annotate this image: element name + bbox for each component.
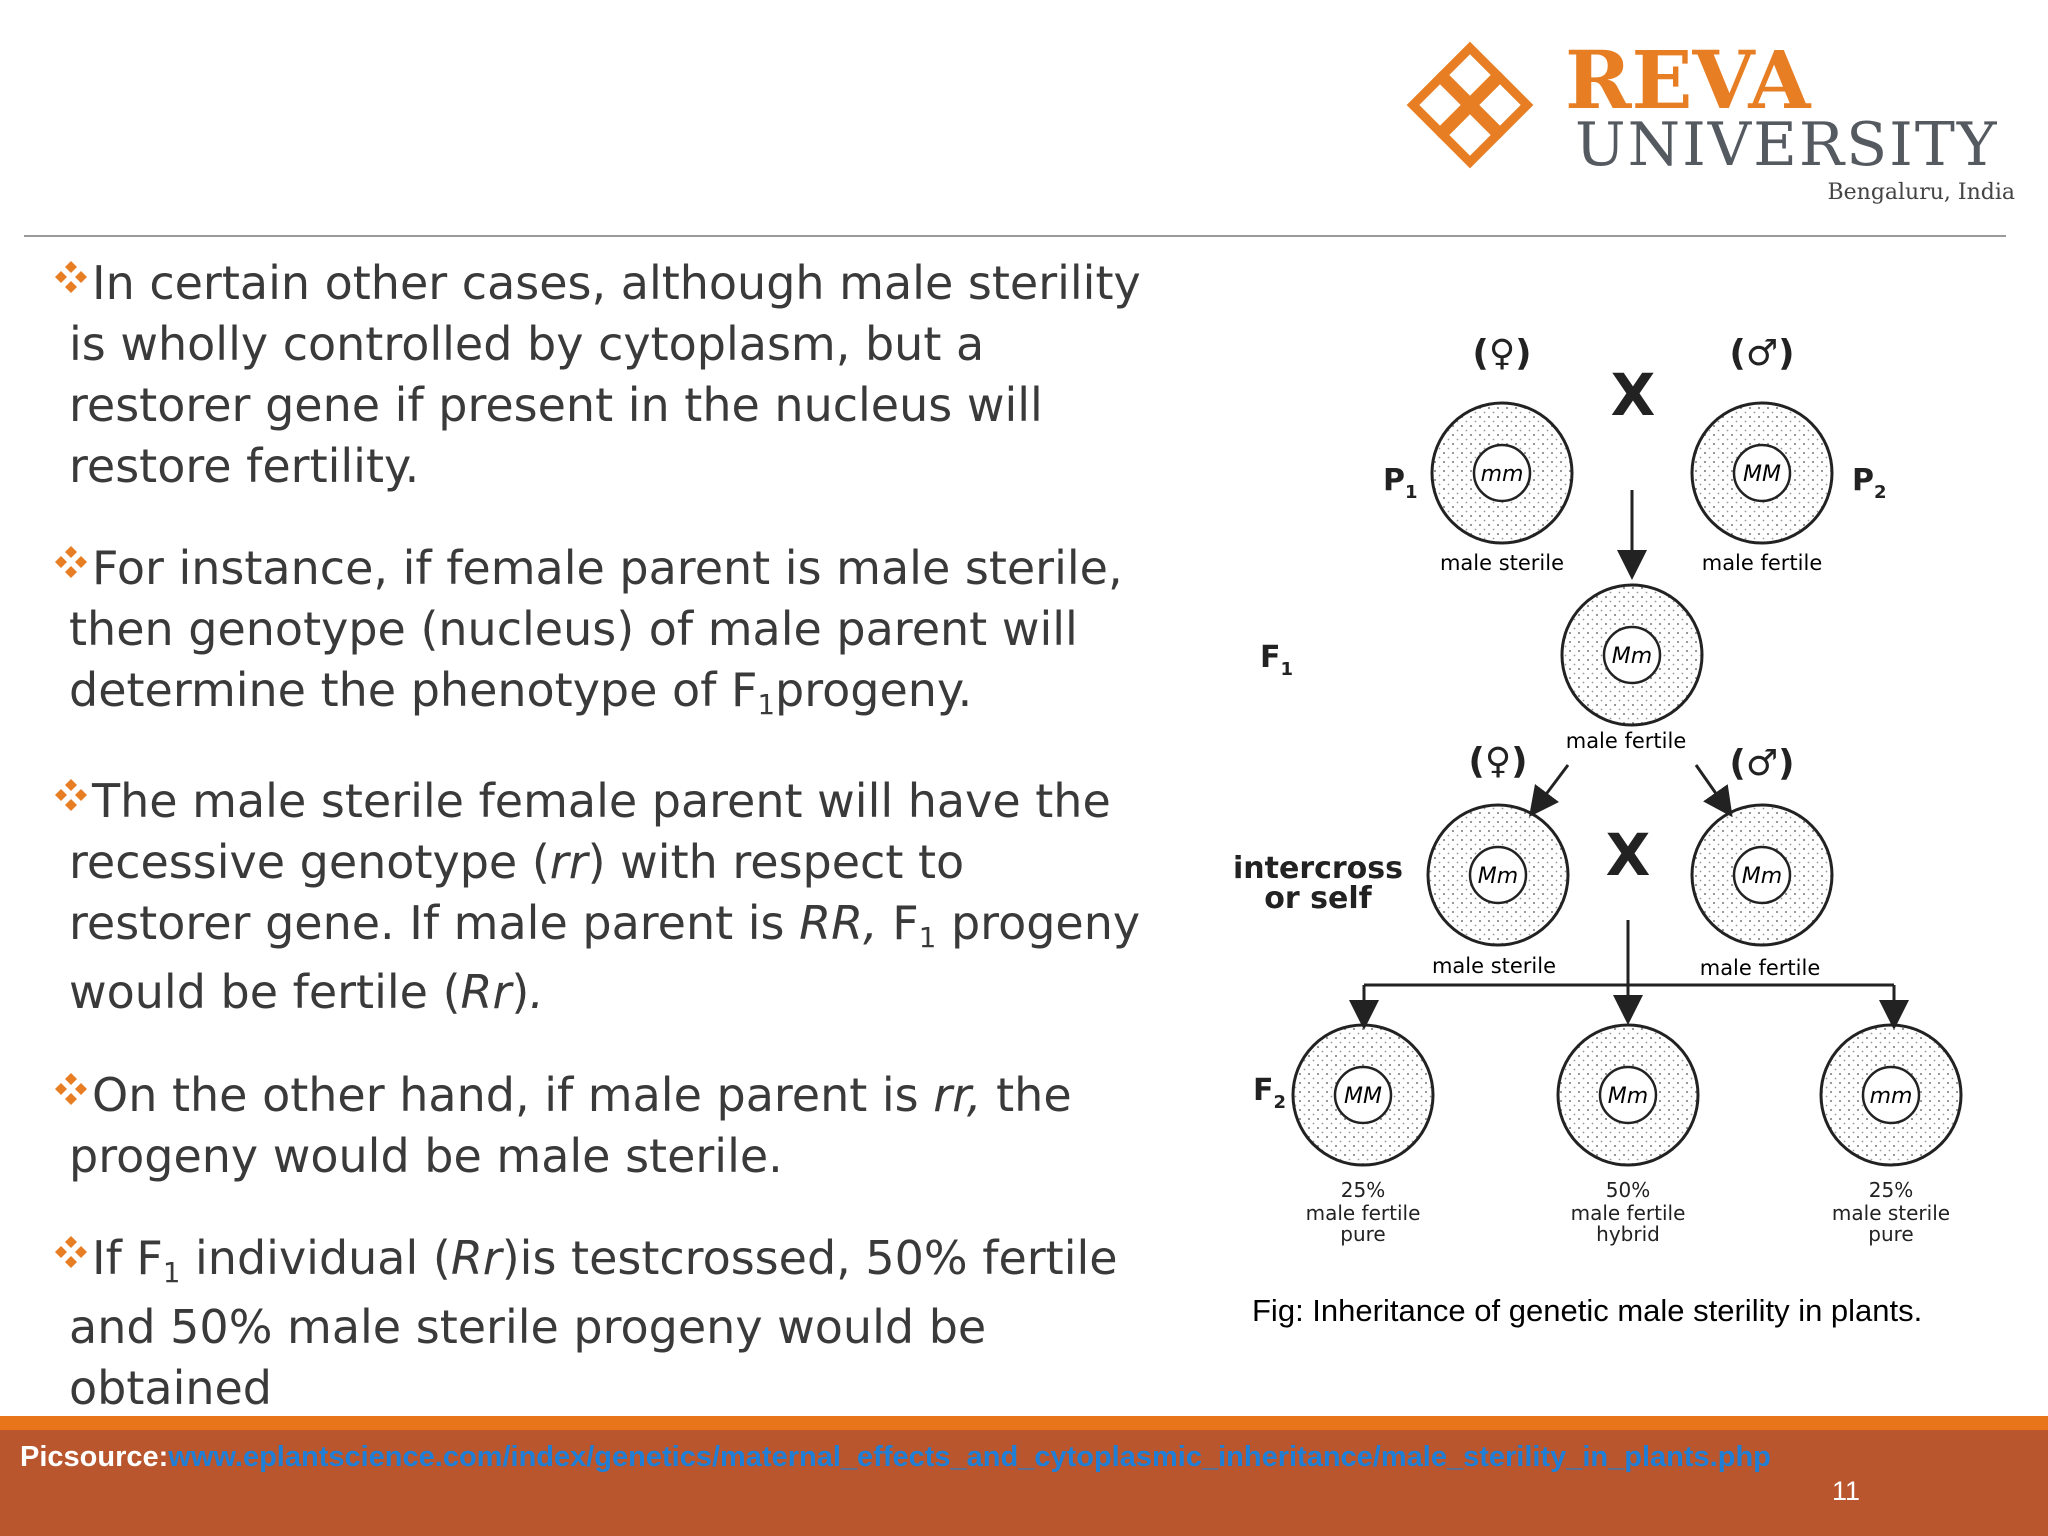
bullet-item xyxy=(50,253,1160,497)
parent-p1 xyxy=(1432,403,1572,575)
bullet-text: then genotype (nucleus) of male parent will xyxy=(69,602,1078,656)
percent-label: 50% xyxy=(1605,1178,1651,1202)
genotype-label: Mm xyxy=(1741,864,1783,889)
reva-emblem-icon xyxy=(1405,40,1535,170)
bullet-text: determine the phenotype of $F_1progeny$. xyxy=(69,663,973,721)
phenotype-label: male fertile xyxy=(1699,956,1821,980)
arrow-left xyxy=(1538,765,1568,805)
diamond-bullet-icon xyxy=(50,544,92,586)
inheritance-diagram xyxy=(1208,325,1988,1275)
bullet-text: The male sterile female parent will have the xyxy=(92,774,1111,828)
bullet-text: and 50% male sterile progeny would be xyxy=(69,1300,987,1354)
phenotype-label: male fertile xyxy=(1565,729,1687,753)
intercross-label: or self xyxy=(1264,881,1372,916)
bullet-text: restore fertility. xyxy=(69,439,420,493)
inheritance-diagram-svg xyxy=(1208,325,1988,1275)
f2-mm-pure-fertile xyxy=(1293,1025,1433,1246)
logo xyxy=(1405,33,2015,220)
arrow-right xyxy=(1696,765,1724,805)
bullet-text: restorer gene if present in the nucleus will xyxy=(69,378,1043,432)
phenotype-label: pure xyxy=(1340,1222,1386,1246)
logo-location: Bengaluru, India xyxy=(1827,180,2015,205)
genotype-label: MM xyxy=(1344,1084,1382,1109)
f1-female xyxy=(1428,805,1568,978)
bullet-item xyxy=(50,771,1160,1023)
f1-male xyxy=(1692,805,1832,980)
parent-p2 xyxy=(1692,403,1832,575)
f2-mm-pure-sterile xyxy=(1821,1025,1961,1246)
picture-source-label: Picsource: xyxy=(20,1441,169,1473)
phenotype-label: hybrid xyxy=(1596,1222,1660,1246)
percent-label: 25% xyxy=(1868,1178,1914,1202)
male-symbol: (♂) xyxy=(1729,743,1795,784)
diamond-bullet-icon xyxy=(50,1234,92,1276)
generation-p1-label: $P_1$ xyxy=(1383,463,1418,503)
picture-source xyxy=(20,1438,1771,1476)
genotype-label: MM xyxy=(1743,462,1781,487)
page-number: 11 xyxy=(1832,1476,1861,1506)
phenotype-label: male fertile xyxy=(1701,551,1823,575)
genotype-label: mm xyxy=(1869,1084,1913,1109)
f2-mm-hybrid xyxy=(1558,1025,1698,1246)
generation-f2-label: $F_2$ xyxy=(1253,1073,1287,1113)
picture-source-link[interactable]: www.eplantscience.com/index/genetics/maternal_effects_and_cytoplasmic_inheritance/male_sterility_in_plants.php xyxy=(168,1441,1771,1473)
phenotype-label: pure xyxy=(1868,1222,1914,1246)
phenotype-label: male fertile xyxy=(1570,1201,1686,1225)
generation-f1-label: $F_1$ xyxy=(1260,640,1294,680)
bullet-text: recessive genotype (rr) with respect to xyxy=(69,835,965,889)
diamond-bullet-icon xyxy=(50,1071,92,1113)
footer xyxy=(0,1430,2048,1536)
cross-symbol: X xyxy=(1610,361,1656,429)
bullet-item xyxy=(50,538,1160,721)
phenotype-label: male sterile xyxy=(1439,551,1565,575)
male-symbol: (♂) xyxy=(1729,333,1795,374)
footer-accent-bar xyxy=(0,1416,2048,1430)
bullet-text: is wholly controlled by cytoplasm, but a xyxy=(69,317,985,371)
genotype-label: Mm xyxy=(1607,1084,1649,1109)
intercross-label: intercross xyxy=(1232,851,1404,886)
logo-subtitle: UNIVERSITY xyxy=(1575,110,1999,180)
cross-symbol: X xyxy=(1605,821,1651,889)
diamond-bullet-icon xyxy=(50,259,92,301)
bullet-text: progeny would be male sterile. xyxy=(69,1129,783,1183)
figure-caption: Fig: Inheritance of genetic male sterility in plants. xyxy=(1252,1293,1923,1328)
bullet-text: For instance, if female parent is male sterile, xyxy=(92,541,1123,595)
bullet-item xyxy=(50,1228,1160,1419)
bullet-text: If $F_1$ individual (Rr)is testcrossed, 50% fertile xyxy=(92,1231,1118,1289)
genotype-label: Mm xyxy=(1477,864,1519,889)
generation-p2-label: $P_2$ xyxy=(1852,463,1887,503)
phenotype-label: male sterile xyxy=(1431,954,1557,978)
bullet-text: In certain other cases, although male sterility xyxy=(92,256,1141,310)
genotype-label: mm xyxy=(1480,462,1524,487)
percent-label: 25% xyxy=(1340,1178,1386,1202)
diamond-bullet-icon xyxy=(50,777,92,819)
bullet-text: obtained xyxy=(69,1361,273,1415)
f1-individual xyxy=(1562,585,1702,753)
bullet-text: would be fertile (Rr). xyxy=(69,965,544,1019)
bullet-item xyxy=(50,1065,1160,1187)
header-divider xyxy=(24,235,2006,237)
logo-name: REVA xyxy=(1565,33,1811,127)
genotype-label: Mm xyxy=(1611,644,1653,669)
female-symbol: (♀) xyxy=(1468,741,1528,782)
phenotype-label: male fertile xyxy=(1305,1201,1421,1225)
phenotype-label: male sterile xyxy=(1831,1201,1951,1225)
bullet-text: restorer gene. If male parent is RR, $F_1$ progeny xyxy=(69,896,1141,954)
female-symbol: (♀) xyxy=(1472,333,1532,374)
bullet-text: On the other hand, if male parent is rr, the xyxy=(92,1068,1072,1122)
